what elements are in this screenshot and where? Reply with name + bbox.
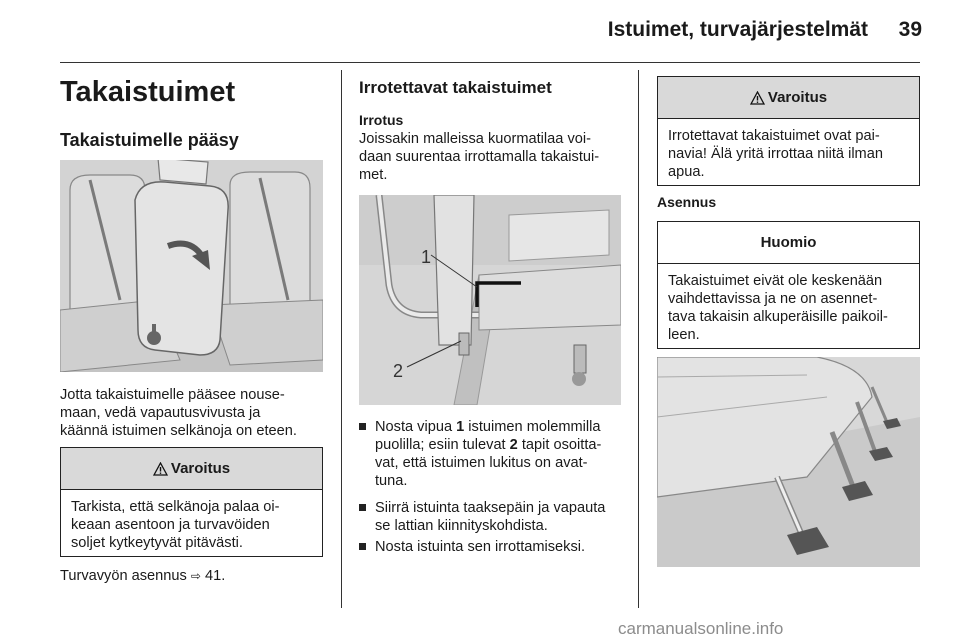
text-line: Joissakin malleissa kuormatilaa voi- (359, 131, 591, 147)
text-line: käännä istuimen selkänoja on eteen. (60, 423, 297, 439)
text-span: Nosta vipua (375, 419, 457, 435)
page-number: 39 (898, 18, 922, 41)
text-line: Takaistuimet eivät ole keskenään (668, 273, 883, 289)
text-line: soljet kytkeytyvät pitävästi. (71, 535, 243, 551)
bullet-square-icon (359, 423, 366, 430)
removal-subheading: Irrotus (359, 112, 404, 128)
bullet-square-icon (359, 504, 366, 511)
bullet-text (375, 538, 643, 556)
notice-box (657, 221, 920, 349)
callout-ref: 2 (509, 437, 518, 453)
text-line: apua. (668, 164, 705, 180)
text-span: puolilla; esiin tulevat (375, 437, 510, 453)
text-line: tava takaisin alkuperäisille paikoil- (668, 309, 888, 325)
bullet-square-icon (359, 543, 366, 550)
bullet-text (375, 499, 643, 535)
notice-box-header (658, 222, 919, 264)
subsection-heading: Takaistuimelle pääsy (60, 130, 239, 150)
header-divider (60, 62, 920, 63)
text-line: vat, että istuimen lukitus on avat- (375, 455, 588, 471)
bullet-item (359, 418, 643, 490)
warning-body (61, 490, 322, 560)
text-line: vaihdettavissa ja ne on asennet- (668, 291, 878, 307)
installation-subheading: Asennus (657, 194, 717, 210)
warning-body (658, 119, 919, 189)
warning-box (657, 76, 920, 186)
text-line: Tarkista, että selkänoja palaa oi- (71, 499, 280, 515)
text-line: Irrotettavat takaistuimet ovat pai- (668, 128, 880, 144)
watermark: carmanualsonline.info (618, 619, 784, 638)
text-line: maan, vedä vapautusvivusta ja (60, 405, 261, 421)
warning-title: Varoitus (170, 460, 231, 477)
bullet-text (375, 418, 643, 490)
reference-text: Turvavyön asennus (60, 568, 187, 584)
text-line: Siirrä istuinta taaksepäin ja vapauta (375, 500, 606, 516)
warning-box-header (658, 77, 919, 119)
text-line: tuna. (375, 473, 408, 489)
warning-box-header (61, 448, 322, 490)
text-line (375, 436, 643, 454)
column-divider-left (341, 70, 342, 608)
text-line: daan suurentaa irrottamalla takaistui- (359, 149, 600, 165)
notice-body (658, 264, 919, 352)
text-line: Nosta istuinta sen irrottamiseksi. (375, 539, 586, 555)
seat-lever-illustration-icon (359, 195, 621, 405)
text-line: met. (359, 167, 388, 183)
page-reference-arrow-icon: ⇨ (190, 569, 201, 583)
seat-access-figure (60, 160, 323, 372)
warning-triangle-icon (750, 91, 765, 105)
text-line (375, 418, 643, 436)
callout-label-1: 1 (421, 247, 432, 267)
seatbelt-reference[interactable] (60, 567, 330, 585)
warning-box (60, 447, 323, 557)
text-line: navia! Älä yritä irrottaa niitä ilman (668, 146, 883, 162)
text-span: istuimen molemmilla (464, 419, 601, 435)
bullet-item (359, 538, 643, 556)
text-span: tapit osoitta- (517, 437, 602, 453)
section-heading: Takaistuimet (60, 76, 236, 108)
warning-title: Varoitus (767, 89, 828, 106)
removable-seats-heading: Irrotettavat takaistuimet (359, 78, 552, 97)
access-paragraph (60, 386, 330, 440)
reference-page: 41. (205, 568, 226, 584)
callout-label-2: 2 (393, 361, 404, 381)
text-line: leen. (668, 327, 700, 343)
warning-triangle-icon (153, 462, 168, 476)
text-line: keaan asentoon ja turvavöiden (71, 517, 270, 533)
seat-mounting-figure (657, 357, 920, 567)
callout-ref: 1 (456, 419, 465, 435)
removal-intro (359, 130, 629, 184)
seat-access-illustration-icon (60, 160, 323, 372)
page-header-title: Istuimet, turvajärjestelmät (607, 18, 868, 41)
seat-lever-figure (359, 195, 621, 405)
text-line: se lattian kiinnityskohdista. (375, 518, 548, 534)
notice-title: Huomio (760, 234, 817, 251)
seat-mounting-illustration-icon (657, 357, 920, 567)
text-line: Jotta takaistuimelle pääsee nouse- (60, 387, 285, 403)
bullet-item (359, 499, 643, 535)
